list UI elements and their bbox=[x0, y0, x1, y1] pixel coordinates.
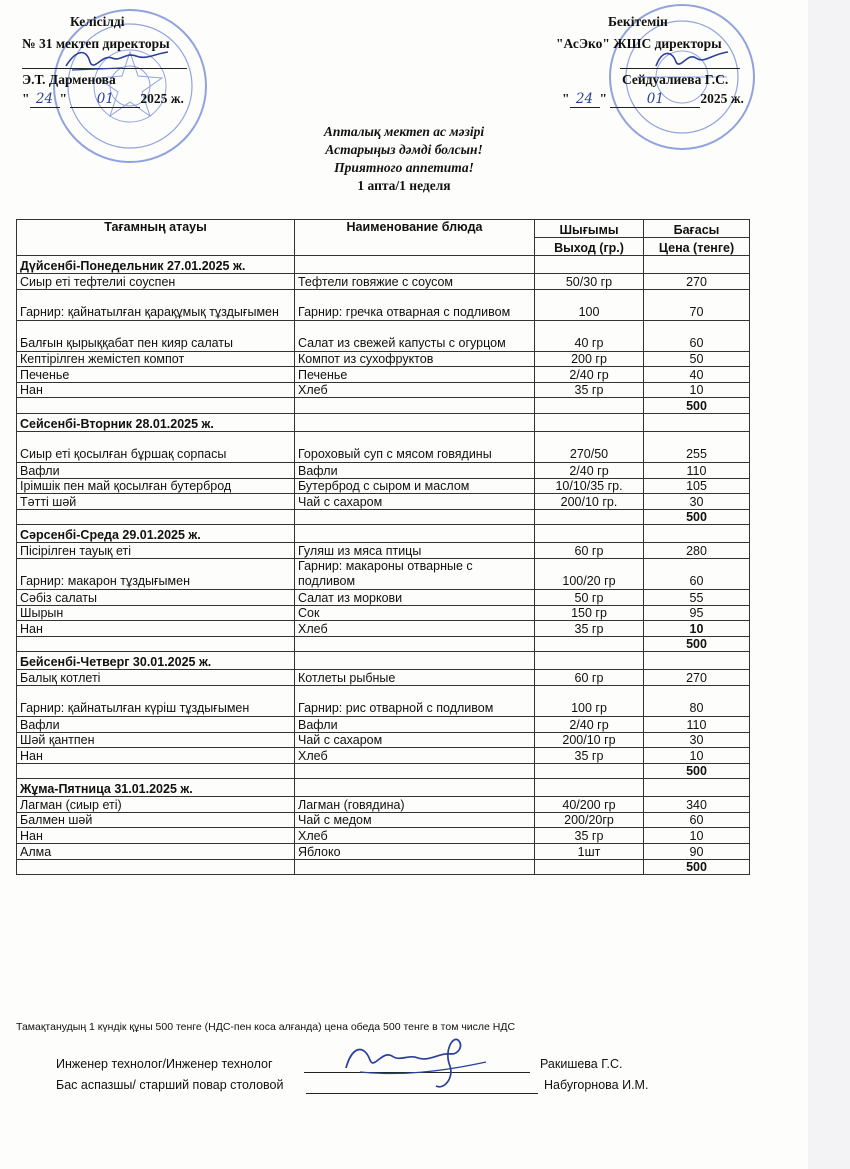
total-empty-kz bbox=[17, 636, 295, 652]
day-total-row bbox=[17, 398, 750, 414]
total-empty-kz bbox=[17, 859, 295, 875]
dish-yield: 2/40 гр bbox=[535, 462, 644, 478]
dish-price: 30 bbox=[644, 732, 750, 748]
left-date-day: 24 bbox=[30, 91, 60, 108]
table-row bbox=[17, 558, 750, 589]
day-label: Дүйсенбі-Понедельник 27.01.2025 ж. bbox=[17, 256, 295, 274]
dish-price: 255 bbox=[644, 431, 750, 462]
dish-name-kz: Шырын bbox=[17, 605, 295, 621]
right-approval-position: "АсЭко" ЖШС директоры bbox=[556, 36, 722, 51]
dish-name-kz: Балғын қырыққабат пен кияр салаты bbox=[17, 320, 295, 351]
table-row bbox=[17, 431, 750, 462]
dish-price: 105 bbox=[644, 478, 750, 494]
day-empty-ru bbox=[295, 256, 535, 274]
right-date-day: 24 bbox=[570, 91, 600, 108]
total-empty-yield bbox=[535, 509, 644, 525]
table-row bbox=[17, 367, 750, 383]
total-empty-kz bbox=[17, 763, 295, 779]
dish-name-ru: Котлеты рыбные bbox=[295, 670, 535, 686]
dish-name-ru: Чай с медом bbox=[295, 812, 535, 828]
dish-yield: 150 гр bbox=[535, 605, 644, 621]
dish-name-ru: Лагман (говядина) bbox=[295, 797, 535, 813]
dish-name-ru: Чай с сахаром bbox=[295, 494, 535, 510]
day-total-row bbox=[17, 509, 750, 525]
dish-yield: 40 гр bbox=[535, 320, 644, 351]
table-row bbox=[17, 462, 750, 478]
dish-name-kz: Гарнир: қайнатылған күріш тұздығымен bbox=[17, 685, 295, 716]
dish-yield: 100 bbox=[535, 289, 644, 320]
dish-price: 70 bbox=[644, 289, 750, 320]
day-total: 500 bbox=[644, 859, 750, 875]
dish-name-kz: Нан bbox=[17, 828, 295, 844]
day-label: Сәрсенбі-Среда 29.01.2025 ж. bbox=[17, 525, 295, 543]
dish-price: 280 bbox=[644, 543, 750, 559]
col-header-kz: Тағамның атауы bbox=[17, 220, 295, 256]
dish-yield: 35 гр bbox=[535, 621, 644, 637]
dish-price: 95 bbox=[644, 605, 750, 621]
dish-name-ru: Гороховый суп с мясом говядины bbox=[295, 431, 535, 462]
dish-yield: 60 гр bbox=[535, 543, 644, 559]
menu-title-kz: Апталық мектеп ас мәзірі bbox=[323, 124, 485, 139]
dish-name-ru: Салат из свежей капусты с огурцом bbox=[295, 320, 535, 351]
left-approval-name: Э.Т. Дарменова bbox=[22, 72, 116, 87]
dish-name-ru: Тефтели говяжие с соусом bbox=[295, 274, 535, 290]
dish-price: 50 bbox=[644, 351, 750, 367]
day-empty-price bbox=[644, 779, 750, 797]
table-row bbox=[17, 320, 750, 351]
total-empty-yield bbox=[535, 763, 644, 779]
day-header-row bbox=[17, 779, 750, 797]
dish-price: 270 bbox=[644, 274, 750, 290]
dish-yield: 200/20гр bbox=[535, 812, 644, 828]
col-header-ru: Наименование блюда bbox=[295, 220, 535, 256]
day-header-row bbox=[17, 256, 750, 274]
dish-price: 55 bbox=[644, 589, 750, 605]
dish-yield: 50/30 гр bbox=[535, 274, 644, 290]
chef-name: Набугорнова И.М. bbox=[544, 1078, 649, 1092]
technologist-role: Инженер технолог/Инженер технолог bbox=[56, 1057, 273, 1071]
table-row bbox=[17, 351, 750, 367]
day-header-row bbox=[17, 525, 750, 543]
dish-price: 60 bbox=[644, 320, 750, 351]
table-row bbox=[17, 748, 750, 764]
dish-name-ru: Вафли bbox=[295, 462, 535, 478]
day-empty-ru bbox=[295, 652, 535, 670]
dish-price: 10 bbox=[644, 621, 750, 637]
dish-price: 110 bbox=[644, 462, 750, 478]
table-row bbox=[17, 494, 750, 510]
table-row bbox=[17, 543, 750, 559]
dish-name-ru: Гарнир: гречка отварная с подливом bbox=[295, 289, 535, 320]
dish-name-ru: Хлеб bbox=[295, 382, 535, 398]
dish-name-kz: Сиыр еті қосылған бұршақ сорпасы bbox=[17, 431, 295, 462]
dish-yield: 35 гр bbox=[535, 748, 644, 764]
dish-name-kz: Тәтті шәй bbox=[17, 494, 295, 510]
table-row bbox=[17, 732, 750, 748]
table-row bbox=[17, 685, 750, 716]
total-empty-ru bbox=[295, 859, 535, 875]
dish-yield: 270/50 bbox=[535, 431, 644, 462]
dish-name-kz: Балық котлеті bbox=[17, 670, 295, 686]
day-empty-ru bbox=[295, 525, 535, 543]
left-approval-date: " 24 " 01 2025 ж. bbox=[22, 91, 184, 107]
day-empty-price bbox=[644, 256, 750, 274]
table-row bbox=[17, 382, 750, 398]
technologist-signature bbox=[340, 1032, 490, 1094]
menu-table bbox=[16, 219, 750, 875]
day-header-row bbox=[17, 652, 750, 670]
table-row bbox=[17, 797, 750, 813]
dish-name-ru: Гарнир: рис отварной с подливом bbox=[295, 685, 535, 716]
day-empty-yield bbox=[535, 779, 644, 797]
left-date-year: 2025 ж. bbox=[140, 91, 184, 106]
dish-price: 340 bbox=[644, 797, 750, 813]
day-total-row bbox=[17, 636, 750, 652]
dish-name-kz: Вафли bbox=[17, 462, 295, 478]
menu-title-wish-ru: Приятного аппетита! bbox=[334, 160, 474, 175]
right-approval-name: Сейдуалиева Г.С. bbox=[622, 72, 729, 87]
dish-name-kz: Вафли bbox=[17, 716, 295, 732]
dish-price: 30 bbox=[644, 494, 750, 510]
dish-name-ru: Гуляш из мяса птицы bbox=[295, 543, 535, 559]
dish-name-ru: Сок bbox=[295, 605, 535, 621]
dish-name-kz: Кептірілген жемістеп компот bbox=[17, 351, 295, 367]
right-approval-date: " 24 " 01 2025 ж. bbox=[562, 91, 744, 107]
dish-yield: 2/40 гр bbox=[535, 716, 644, 732]
right-date-month: 01 bbox=[610, 91, 700, 108]
table-row bbox=[17, 844, 750, 860]
technologist-name: Ракишева Г.С. bbox=[540, 1057, 623, 1071]
dish-name-ru: Хлеб bbox=[295, 748, 535, 764]
dish-yield: 100/20 гр bbox=[535, 558, 644, 589]
total-empty-ru bbox=[295, 509, 535, 525]
col-header-price-ru: Цена (тенге) bbox=[644, 238, 750, 256]
dish-name-kz: Шәй қантпен bbox=[17, 732, 295, 748]
dish-name-ru: Бутерброд с сыром и маслом bbox=[295, 478, 535, 494]
total-empty-yield bbox=[535, 636, 644, 652]
day-label: Сейсенбі-Вторник 28.01.2025 ж. bbox=[17, 413, 295, 431]
dish-name-ru: Печенье bbox=[295, 367, 535, 383]
day-empty-yield bbox=[535, 413, 644, 431]
dish-price: 10 bbox=[644, 828, 750, 844]
dish-price: 110 bbox=[644, 716, 750, 732]
dish-yield: 200/10 гр. bbox=[535, 494, 644, 510]
day-total: 500 bbox=[644, 509, 750, 525]
dish-yield: 1шт bbox=[535, 844, 644, 860]
total-empty-kz bbox=[17, 509, 295, 525]
day-total-row bbox=[17, 763, 750, 779]
day-empty-price bbox=[644, 413, 750, 431]
dish-yield: 100 гр bbox=[535, 685, 644, 716]
dish-price: 10 bbox=[644, 748, 750, 764]
total-empty-ru bbox=[295, 636, 535, 652]
day-empty-yield bbox=[535, 525, 644, 543]
dish-price: 270 bbox=[644, 670, 750, 686]
dish-name-kz: Гарнир: қайнатылған қарақұмық тұздығымен bbox=[17, 289, 295, 320]
scan-edge bbox=[808, 0, 850, 1169]
dish-yield: 35 гр bbox=[535, 828, 644, 844]
dish-price: 90 bbox=[644, 844, 750, 860]
dish-name-kz: Нан bbox=[17, 621, 295, 637]
col-header-price-kz: Бағасы bbox=[644, 220, 750, 238]
total-empty-yield bbox=[535, 398, 644, 414]
dish-price: 60 bbox=[644, 558, 750, 589]
total-empty-ru bbox=[295, 398, 535, 414]
dish-name-kz: Ірімшік пен май қосылған бутерброд bbox=[17, 478, 295, 494]
price-note: Тамақтанудың 1 күндік құны 500 тенге (НДС-пен коса алғанда) цена обеда 500 тенге в том числе НДС bbox=[16, 1021, 516, 1033]
right-director-signature bbox=[652, 44, 732, 74]
dish-name-ru: Хлеб bbox=[295, 828, 535, 844]
table-row bbox=[17, 716, 750, 732]
table-row bbox=[17, 289, 750, 320]
day-label: Жұма-Пятница 31.01.2025 ж. bbox=[17, 779, 295, 797]
right-date-year: 2025 ж. bbox=[700, 91, 744, 106]
dish-name-ru: Хлеб bbox=[295, 621, 535, 637]
dish-yield: 60 гр bbox=[535, 670, 644, 686]
table-row bbox=[17, 589, 750, 605]
total-empty-yield bbox=[535, 859, 644, 875]
dish-name-ru: Чай с сахаром bbox=[295, 732, 535, 748]
dish-yield: 200/10 гр bbox=[535, 732, 644, 748]
day-header-row bbox=[17, 413, 750, 431]
dish-name-kz: Лагман (сиыр еті) bbox=[17, 797, 295, 813]
table-row bbox=[17, 605, 750, 621]
table-row bbox=[17, 812, 750, 828]
left-approval-position: № 31 мектеп директоры bbox=[22, 36, 170, 51]
dish-name-ru: Вафли bbox=[295, 716, 535, 732]
dish-name-kz: Пісірілген тауық еті bbox=[17, 543, 295, 559]
day-empty-ru bbox=[295, 413, 535, 431]
table-row bbox=[17, 621, 750, 637]
right-approval-word: Бекітемін bbox=[608, 14, 668, 29]
day-empty-price bbox=[644, 652, 750, 670]
dish-price: 80 bbox=[644, 685, 750, 716]
day-total: 500 bbox=[644, 398, 750, 414]
dish-name-kz: Гарнир: макарон тұздығымен bbox=[17, 558, 295, 589]
dish-price: 40 bbox=[644, 367, 750, 383]
day-empty-price bbox=[644, 525, 750, 543]
day-total-row bbox=[17, 859, 750, 875]
day-empty-yield bbox=[535, 652, 644, 670]
dish-yield: 10/10/35 гр. bbox=[535, 478, 644, 494]
day-empty-ru bbox=[295, 779, 535, 797]
dish-yield: 40/200 гр bbox=[535, 797, 644, 813]
total-empty-ru bbox=[295, 763, 535, 779]
dish-name-kz: Нан bbox=[17, 748, 295, 764]
menu-week-label: 1 апта/1 неделя bbox=[357, 178, 451, 193]
left-director-signature bbox=[62, 44, 172, 76]
total-empty-kz bbox=[17, 398, 295, 414]
col-header-yield-ru: Выход (гр.) bbox=[535, 238, 644, 256]
dish-name-kz: Печенье bbox=[17, 367, 295, 383]
dish-name-ru: Компот из сухофруктов bbox=[295, 351, 535, 367]
dish-yield: 2/40 гр bbox=[535, 367, 644, 383]
dish-yield: 35 гр bbox=[535, 382, 644, 398]
dish-name-ru: Салат из моркови bbox=[295, 589, 535, 605]
dish-name-ru: Яблоко bbox=[295, 844, 535, 860]
table-row bbox=[17, 274, 750, 290]
day-total: 500 bbox=[644, 636, 750, 652]
dish-name-kz: Сиыр еті тефтелиі соуспен bbox=[17, 274, 295, 290]
day-empty-yield bbox=[535, 256, 644, 274]
chef-role: Бас аспазшы/ старший повар столовой bbox=[56, 1078, 284, 1092]
table-row bbox=[17, 828, 750, 844]
dish-name-kz: Сәбіз салаты bbox=[17, 589, 295, 605]
col-header-yield-kz: Шығымы bbox=[535, 220, 644, 238]
dish-name-kz: Нан bbox=[17, 382, 295, 398]
left-date-month: 01 bbox=[70, 91, 140, 108]
day-total: 500 bbox=[644, 763, 750, 779]
left-approval-word: Келісілді bbox=[70, 14, 125, 29]
dish-price: 60 bbox=[644, 812, 750, 828]
dish-price: 10 bbox=[644, 382, 750, 398]
header-row bbox=[17, 220, 750, 238]
dish-name-kz: Балмен шәй bbox=[17, 812, 295, 828]
day-label: Бейсенбі-Четверг 30.01.2025 ж. bbox=[17, 652, 295, 670]
dish-yield: 200 гр bbox=[535, 351, 644, 367]
table-row bbox=[17, 478, 750, 494]
dish-name-kz: Алма bbox=[17, 844, 295, 860]
menu-title-wish-kz: Астарыңыз дәмді болсын! bbox=[325, 142, 483, 157]
dish-yield: 50 гр bbox=[535, 589, 644, 605]
dish-name-ru: Гарнир: макароны отварные с подливом bbox=[295, 558, 535, 589]
table-row bbox=[17, 670, 750, 686]
